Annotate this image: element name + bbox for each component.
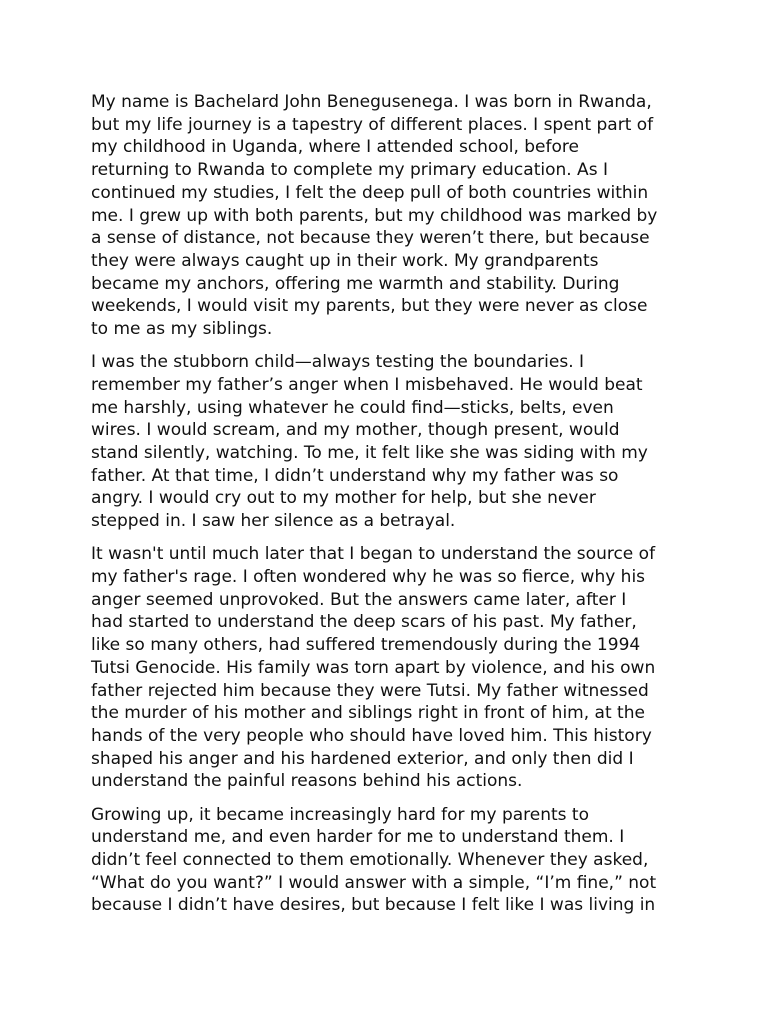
text-line: like so many others, had suffered tremendously during the 1994	[91, 635, 641, 656]
text-line: to me as my siblings.	[91, 319, 273, 340]
text-line: me. I grew up with both parents, but my childhood was marked by	[91, 205, 658, 226]
text-line: shaped his anger and his hardened exterior, and only then did I	[91, 748, 634, 769]
text-line: they were always caught up in their work. My grandparents	[91, 250, 599, 271]
paragraph-3	[91, 543, 681, 793]
text-line: father rejected him because they were Tutsi. My father witnessed	[91, 680, 649, 701]
text-line: Growing up, it became increasingly hard for my parents to	[91, 804, 589, 825]
text-line: stand silently, watching. To me, it felt like she was siding with my	[91, 443, 648, 464]
text-line: Tutsi Genocide. His family was torn apart by violence, and his own	[91, 657, 656, 678]
document-body	[91, 91, 681, 928]
paragraph-2	[91, 351, 681, 533]
text-line: returning to Rwanda to complete my primary education. As I	[91, 160, 608, 181]
text-line: wires. I would scream, and my mother, though present, would	[91, 420, 620, 441]
text-line: understand the painful reasons behind his actions.	[91, 771, 523, 792]
text-line: My name is Bachelard John Benegusenega. I was born in Rwanda,	[91, 92, 652, 112]
paragraph-4	[91, 804, 681, 918]
text-line: my father's rage. I often wondered why he was so fierce, why his	[91, 567, 646, 588]
text-line: but my life journey is a tapestry of different places. I spent part of	[91, 114, 654, 135]
text-line: had started to understand the deep scars of his past. My father,	[91, 612, 637, 633]
paragraph-1	[91, 91, 681, 341]
text-line: angry. I would cry out to my mother for help, but she never	[91, 488, 596, 509]
text-line: stepped in. I saw her silence as a betrayal.	[91, 511, 456, 532]
text-line: weekends, I would visit my parents, but they were never as close	[91, 296, 648, 317]
text-line: didn’t feel connected to them emotionally. Whenever they asked,	[91, 850, 649, 870]
text-line: continued my studies, I felt the deep pull of both countries within	[91, 182, 649, 203]
text-line: anger seemed unprovoked. But the answers came later, after I	[91, 589, 627, 610]
text-line: because I didn’t have desires, but because I felt like I was living in	[91, 895, 656, 916]
text-line: the murder of his mother and siblings right in front of him, at the	[91, 703, 645, 724]
text-line: hands of the very people who should have loved him. This history	[91, 725, 652, 746]
text-line: became my anchors, offering me warmth and stability. During	[91, 273, 620, 294]
text-line: It wasn't until much later that I began to understand the source of	[91, 544, 656, 565]
text-line: remember my father’s anger when I misbehaved. He would beat	[91, 374, 643, 395]
text-line: father. At that time, I didn’t understand why my father was so	[91, 465, 619, 486]
text-line: I was the stubborn child—always testing the boundaries. I	[91, 352, 585, 373]
text-line: a sense of distance, not because they weren’t there, but because	[91, 228, 650, 249]
text-line: my childhood in Uganda, where I attended school, before	[91, 137, 579, 158]
text-line: understand me, and even harder for me to understand them. I	[91, 827, 625, 848]
text-line: me harshly, using whatever he could find—sticks, belts, even	[91, 397, 614, 418]
text-line: “What do you want?” I would answer with a simple, “I’m fine,” not	[91, 872, 657, 893]
